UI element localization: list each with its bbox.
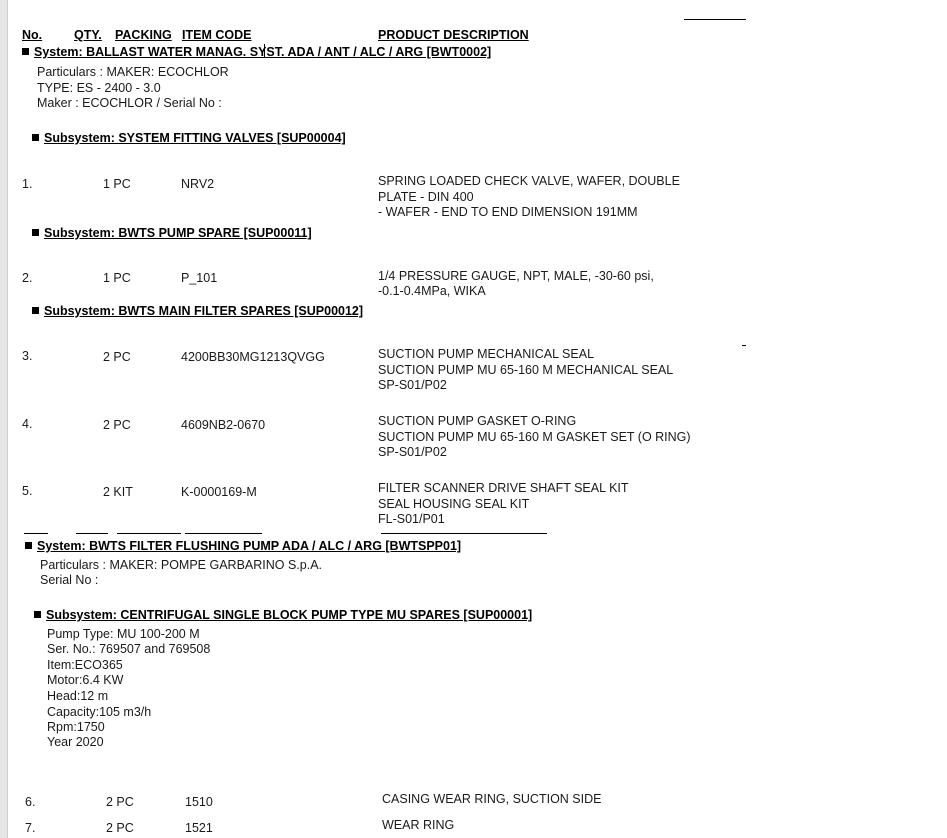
column-rule bbox=[76, 533, 108, 534]
item-no: 6. bbox=[25, 795, 36, 809]
col-header-qty: QTY. bbox=[74, 28, 102, 42]
system-title: System: BWTS FILTER FLUSHING PUMP ADA / ALC / ARG [BWTSPP01] bbox=[37, 539, 462, 553]
item-desc-line: SUCTION PUMP MU 65-160 M GASKET SET (O RING) bbox=[378, 430, 691, 444]
item-qty: 2 PC bbox=[103, 350, 131, 364]
system-particulars-line: Particulars : MAKER: POMPE GARBARINO S.p.A. bbox=[40, 558, 323, 572]
subsystem-heading bbox=[32, 303, 363, 319]
system-heading bbox=[22, 44, 491, 60]
item-desc-line: -0.1-0.4MPa, WIKA bbox=[378, 284, 486, 298]
item-code: 4609NB2-0670 bbox=[181, 418, 266, 432]
square-bullet-icon bbox=[25, 542, 32, 549]
subsystem-title: Subsystem: CENTRIFUGAL SINGLE BLOCK PUMP TYPE MU SPARES [SUP00001] bbox=[46, 608, 533, 622]
col-header-no: No. bbox=[22, 28, 43, 42]
system-particulars-line: Particulars : MAKER: ECOCHLOR bbox=[37, 65, 229, 79]
pump-detail-line: Capacity:105 m3/h bbox=[47, 705, 152, 719]
item-desc-line: CASING WEAR RING, SUCTION SIDE bbox=[382, 792, 602, 806]
subsystem-title: Subsystem: BWTS MAIN FILTER SPARES [SUP00012] bbox=[44, 304, 364, 318]
item-desc-line: SUCTION PUMP GASKET O-RING bbox=[378, 414, 577, 428]
item-code: NRV2 bbox=[181, 177, 215, 191]
column-rule bbox=[185, 533, 262, 534]
column-rule bbox=[381, 533, 547, 534]
col-header-packing: PACKING bbox=[115, 28, 172, 42]
item-desc-line: - WAFER - END TO END DIMENSION 191MM bbox=[378, 205, 638, 219]
system-particulars-line: TYPE: ES - 2400 - 3.0 bbox=[37, 81, 161, 95]
pump-detail-line: Head:12 m bbox=[47, 689, 109, 703]
item-no: 7. bbox=[25, 821, 36, 835]
item-no: 1. bbox=[22, 177, 33, 191]
pump-detail-line: Year 2020 bbox=[47, 735, 104, 749]
item-code: P_101 bbox=[181, 271, 218, 285]
column-rule bbox=[117, 533, 181, 534]
item-qty: 1 PC bbox=[103, 271, 131, 285]
item-no: 3. bbox=[22, 349, 33, 363]
item-qty: 2 PC bbox=[106, 821, 134, 835]
item-no: 2. bbox=[22, 271, 33, 285]
subsystem-title: Subsystem: SYSTEM FITTING VALVES [SUP00004] bbox=[44, 131, 346, 145]
item-no: 4. bbox=[22, 417, 33, 431]
item-desc-line: FILTER SCANNER DRIVE SHAFT SEAL KIT bbox=[378, 481, 629, 495]
system-particulars-line: Maker : ECOCHLOR / Serial No : bbox=[37, 96, 222, 110]
pump-detail-line: Pump Type: MU 100-200 M bbox=[47, 627, 200, 641]
item-desc-line: PLATE - DIN 400 bbox=[378, 190, 474, 204]
item-code: K-0000169-M bbox=[181, 485, 257, 499]
item-desc-line: WEAR RING bbox=[382, 818, 455, 832]
item-desc-line: FL-S01/P01 bbox=[378, 512, 445, 526]
item-no: 5. bbox=[22, 484, 33, 498]
system-particulars-line: Serial No : bbox=[40, 573, 99, 587]
item-desc-line: 1/4 PRESSURE GAUGE, NPT, MALE, -30-60 psi, bbox=[378, 269, 654, 283]
pump-detail-line: Rpm:1750 bbox=[47, 720, 105, 734]
square-bullet-icon bbox=[22, 48, 29, 55]
col-header-item-code: ITEM CODE bbox=[182, 28, 252, 42]
subsystem-heading bbox=[32, 225, 312, 241]
square-bullet-icon bbox=[34, 611, 41, 618]
subsystem-heading bbox=[34, 607, 532, 623]
subsystem-title: Subsystem: BWTS PUMP SPARE [SUP00011] bbox=[44, 226, 312, 240]
pump-detail-line: Item:ECO365 bbox=[47, 658, 123, 672]
item-code: 1510 bbox=[185, 795, 213, 809]
pump-detail-line: Ser. No.: 769507 and 769508 bbox=[47, 642, 211, 656]
system-title: System: BALLAST WATER MANAG. SYST. ADA / ANT / ALC / ARG [BWT0002] bbox=[34, 45, 492, 59]
item-qty: 2 PC bbox=[106, 795, 134, 809]
pump-detail-line: Motor:6.4 KW bbox=[47, 673, 124, 687]
item-desc-line: SPRING LOADED CHECK VALVE, WAFER, DOUBLE bbox=[378, 174, 680, 188]
system-heading bbox=[25, 538, 461, 554]
item-qty: 2 KIT bbox=[103, 485, 133, 499]
item-code: 1521 bbox=[185, 821, 213, 835]
stray-mark bbox=[742, 345, 746, 346]
item-qty: 2 PC bbox=[103, 418, 131, 432]
item-desc-line: SUCTION PUMP MU 65-160 M MECHANICAL SEAL bbox=[378, 363, 674, 377]
left-gutter bbox=[0, 0, 8, 838]
item-desc-line: SEAL HOUSING SEAL KIT bbox=[378, 497, 530, 511]
subsystem-heading bbox=[32, 130, 346, 146]
item-desc-line: SUCTION PUMP MECHANICAL SEAL bbox=[378, 347, 595, 361]
item-code: 4200BB30MG1213QVGG bbox=[181, 350, 325, 364]
square-bullet-icon bbox=[32, 307, 39, 314]
column-rule bbox=[24, 533, 48, 534]
header-rule bbox=[684, 19, 746, 20]
col-header-description: PRODUCT DESCRIPTION bbox=[378, 28, 529, 42]
item-desc-line: SP-S01/P02 bbox=[378, 378, 447, 392]
item-desc-line: SP-S01/P02 bbox=[378, 445, 447, 459]
square-bullet-icon bbox=[32, 134, 39, 141]
item-qty: 1 PC bbox=[103, 177, 131, 191]
square-bullet-icon bbox=[32, 229, 39, 236]
